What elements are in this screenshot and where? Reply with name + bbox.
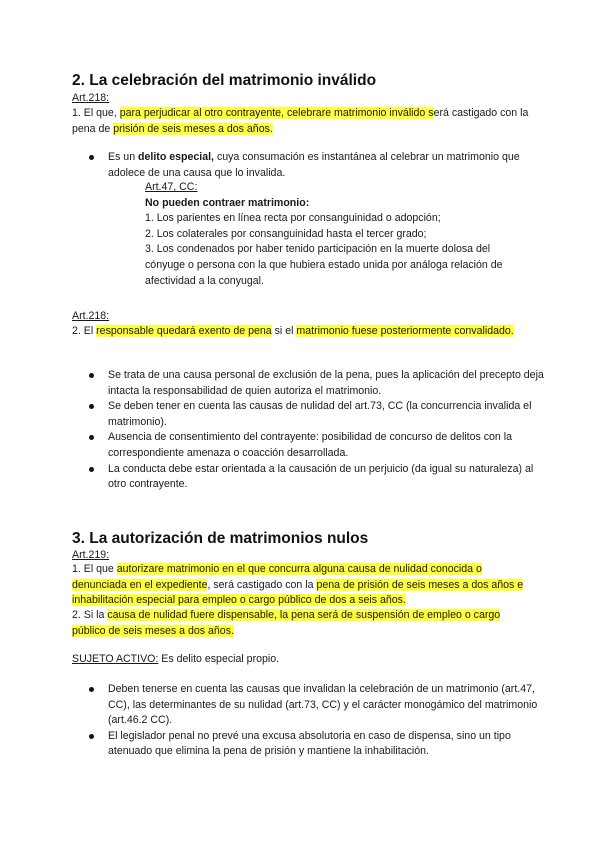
- list-item: [108, 729, 548, 760]
- text-run: Se trata de una causa personal de exclusión de la pena, pues la aplicación del precepto deja intacta la responsabilidad de quien autoriza el matrimonio.: [108, 369, 544, 397]
- text-run: El legislador penal no prevé una excusa absolutoria en caso de dispensa, sino un tipo atenuado que elimina la pena de prisión y mantiene la inhabilitación.: [108, 729, 511, 758]
- art-218-paragraph-2: [72, 324, 532, 340]
- highlighted-text: causa de nulidad fuere dispensable, la pena será de suspensión de empleo o cargo público de seis meses a dos años.: [72, 609, 501, 637]
- list-item: [108, 682, 548, 729]
- cc-item: 3. Los condenados por haber tenido participación en la muerte dolosa del cónyuge o persona con la que hubiera estado unida por análoga relación de afectividad a la conyugal.: [145, 243, 503, 287]
- art-218-reference: Art.218:: [72, 92, 110, 104]
- bullet-list-exencion: [88, 368, 548, 493]
- highlighted-text: responsable quedará exento de pena: [96, 325, 272, 337]
- highlighted-text: pena de prisión de seis meses a dos años e inhabilitación especial para empleo o cargo público de dos a seis años.: [72, 578, 524, 607]
- bullet-list-delito: [88, 150, 548, 181]
- list-item: [108, 430, 548, 461]
- cc-item: 1. Los parientes en línea recta por consanguinidad o adopción;: [145, 212, 441, 225]
- sujeto-activo-line: [72, 652, 532, 668]
- cc-heading: No pueden contraer matrimonio:: [145, 196, 310, 209]
- art-219-paragraph-2: [72, 608, 532, 639]
- text-run: Se deben tener en cuenta las causas de nulidad del art.73, CC (la concurrencia invalida el matrimonio).: [108, 400, 532, 428]
- bullet-icon: [89, 734, 94, 739]
- text-run: Deben tenerse en cuenta las causas que invalidan la celebración de un matrimonio (art.47, CC), las determinantes de su nulidad (art.73, CC) y el carácter monogámico del matrimonio (art.46.2 CC).: [108, 683, 538, 727]
- bullet-icon: [89, 435, 94, 440]
- text-run: Es un: [108, 151, 139, 163]
- bullet-icon: [89, 373, 94, 378]
- bullet-icon: [89, 467, 94, 472]
- list-item: [108, 399, 548, 430]
- text-run: erá castigado con la pena de: [72, 107, 529, 135]
- highlighted-text: para perjudicar al otro contrayente, celebrare matrimonio inválido s: [119, 107, 434, 119]
- text-run: 1. El que: [72, 563, 117, 575]
- section-3-title: 3. La autorización de matrimonios nulos: [72, 530, 369, 547]
- text-run: 2. El: [72, 325, 97, 337]
- cc-reference: Art.47, CC:: [145, 181, 198, 193]
- sujeto-activo-label: SUJETO ACTIVO:: [72, 653, 159, 665]
- text-run: cuya consumación es instantánea al celebrar un matrimonio que adolece de una causa que lo invalida.: [108, 151, 520, 179]
- bold-text: delito especial,: [138, 151, 214, 163]
- section-2-title: 2. La celebración del matrimonio inválido: [72, 72, 377, 89]
- text-run: La conducta debe estar orientada a la causación de un perjuicio (da igual su naturaleza) al otro contrayente.: [108, 462, 534, 491]
- art-219-reference: Art.219:: [72, 549, 110, 561]
- list-item: [108, 368, 548, 399]
- list-item: [108, 150, 548, 181]
- text-run: 2. Si la: [72, 609, 108, 621]
- art-219-paragraph-1: [72, 562, 532, 609]
- art-218-paragraph-1: [72, 106, 532, 137]
- text-run: , será castigado con la: [207, 578, 317, 591]
- text-run: Ausencia de consentimiento del contrayente: posibilidad de concurso de delitos con la correspondiente amenaza o coacción desarrollada.: [108, 431, 512, 459]
- bullet-list-autorizacion: [88, 682, 548, 760]
- bullet-icon: [89, 687, 94, 692]
- art-218-reference-2: Art.218:: [72, 310, 110, 322]
- text-run: Es delito especial propio.: [158, 653, 280, 665]
- text-run: si el: [271, 325, 297, 337]
- highlighted-text: autorizare matrimonio en el que concurra alguna causa de nulidad conocida o denunciada en el expediente: [72, 563, 482, 591]
- list-item: [108, 462, 548, 493]
- highlighted-text: matrimonio fuese posteriormente convalidado.: [296, 325, 514, 337]
- text-run: 1. El que,: [72, 107, 120, 119]
- bullet-icon: [89, 404, 94, 409]
- cc-item: 2. Los colaterales por consanguinidad hasta el tercer grado;: [145, 227, 427, 240]
- highlighted-text: prisión de seis meses a dos años.: [113, 122, 273, 135]
- cc-art-47-block: [145, 180, 525, 289]
- bullet-icon: [89, 155, 94, 160]
